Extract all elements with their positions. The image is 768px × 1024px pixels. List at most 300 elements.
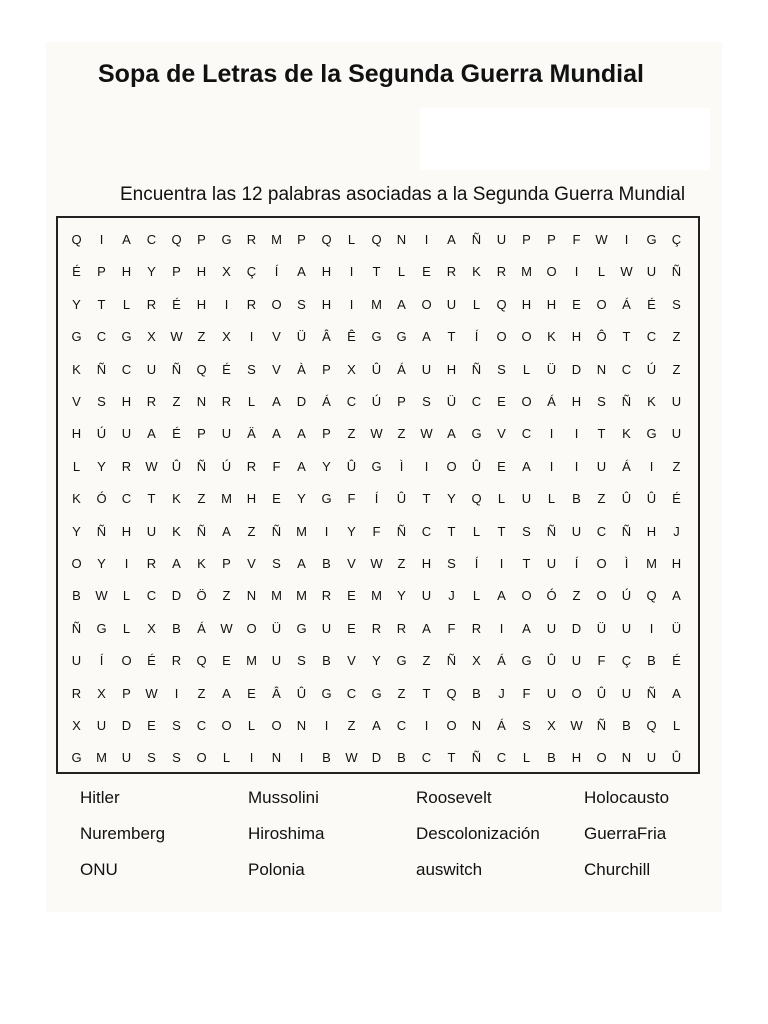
grid-letter: W bbox=[370, 426, 383, 442]
grid-letter: Ê bbox=[347, 329, 356, 345]
grid-letter: A bbox=[272, 394, 281, 409]
grid-letter: R bbox=[471, 620, 482, 636]
grid-letter: S bbox=[97, 394, 106, 409]
grid-letter: Q bbox=[371, 232, 382, 247]
grid-letter: N bbox=[271, 750, 282, 766]
grid-letter: U bbox=[96, 718, 107, 733]
grid-letter: U bbox=[621, 685, 632, 701]
grid-row bbox=[62, 289, 698, 321]
grid-letter: T bbox=[597, 426, 606, 442]
grid-letter: V bbox=[272, 361, 281, 377]
grid-letter: T bbox=[447, 750, 456, 766]
grid-letter: O bbox=[446, 458, 457, 474]
grid-letter: D bbox=[371, 750, 382, 766]
grid-letter: V bbox=[347, 556, 356, 571]
grid-letter: F bbox=[372, 523, 381, 539]
grid-letter: E bbox=[272, 491, 281, 507]
grid-letter: I bbox=[574, 458, 579, 474]
grid-letter: U bbox=[221, 426, 232, 442]
grid-letter: Y bbox=[72, 296, 81, 312]
grid-letter: A bbox=[522, 458, 531, 474]
grid-letter: U bbox=[571, 523, 582, 539]
grid-letter: N bbox=[396, 232, 407, 247]
grid-letter: O bbox=[196, 750, 207, 766]
grid-letter: U bbox=[646, 750, 657, 766]
grid-letter: A bbox=[672, 685, 681, 701]
grid-letter: U bbox=[446, 296, 457, 312]
word-list-item: Holocausto bbox=[584, 788, 670, 807]
grid-letter: D bbox=[296, 394, 307, 409]
grid-letter: S bbox=[447, 556, 456, 571]
grid-letter: Í bbox=[474, 329, 479, 345]
grid-letter: Ü bbox=[596, 620, 607, 636]
grid-letter: M bbox=[296, 588, 307, 604]
grid-letter: L bbox=[597, 264, 606, 280]
grid-letter: L bbox=[247, 394, 256, 409]
grid-letter: Z bbox=[197, 491, 206, 507]
grid-letter: N bbox=[621, 750, 632, 766]
grid-letter: Û bbox=[171, 458, 182, 474]
grid-letter: O bbox=[596, 556, 607, 571]
grid-letter: O bbox=[521, 588, 532, 604]
grid-letter: N bbox=[296, 718, 307, 733]
grid-letter: E bbox=[147, 718, 156, 733]
grid-letter: I bbox=[574, 426, 579, 442]
grid-letter: Ì bbox=[399, 458, 404, 474]
grid-letter: Ñ bbox=[471, 232, 482, 247]
grid-letter: Y bbox=[372, 653, 381, 669]
grid-letter: Q bbox=[471, 491, 482, 507]
grid-letter: Ü bbox=[296, 329, 307, 345]
grid-letter: C bbox=[521, 426, 532, 442]
grid-row bbox=[62, 516, 698, 548]
grid-letter: I bbox=[624, 232, 629, 247]
grid-letter: I bbox=[249, 750, 254, 766]
grid-letter: A bbox=[147, 426, 156, 442]
grid-letter: G bbox=[471, 426, 482, 442]
grid-letter: Í bbox=[274, 264, 279, 280]
grid-letter: K bbox=[172, 491, 181, 507]
grid-letter: S bbox=[522, 718, 531, 733]
grid-letter: Z bbox=[397, 426, 406, 442]
grid-letter: G bbox=[296, 620, 307, 636]
grid-letter: B bbox=[547, 750, 556, 766]
grid-letter: C bbox=[146, 232, 157, 247]
grid-letter: W bbox=[95, 588, 108, 604]
grid-letter: Á bbox=[397, 361, 406, 377]
grid-letter: Ñ bbox=[171, 361, 182, 377]
grid-letter: F bbox=[272, 458, 281, 474]
grid-letter: H bbox=[521, 296, 532, 312]
grid-row bbox=[62, 256, 698, 288]
grid-letter: Q bbox=[171, 232, 182, 247]
grid-letter: Ñ bbox=[471, 750, 482, 766]
grid-letter: S bbox=[422, 394, 431, 409]
grid-letter: U bbox=[496, 232, 507, 247]
grid-letter: X bbox=[347, 361, 356, 377]
grid-letter: Í bbox=[99, 653, 104, 669]
grid-letter: U bbox=[121, 426, 132, 442]
grid-letter: X bbox=[147, 329, 156, 345]
grid-letter: S bbox=[297, 653, 306, 669]
grid-letter: R bbox=[146, 296, 157, 312]
grid-letter: K bbox=[197, 556, 206, 571]
grid-letter: M bbox=[221, 491, 232, 507]
grid-letter: R bbox=[446, 264, 457, 280]
grid-letter: P bbox=[397, 394, 406, 409]
grid-letter: É bbox=[147, 653, 156, 669]
grid-letter: P bbox=[297, 232, 306, 247]
page-title: Sopa de Letras de la Segunda Guerra Mundial bbox=[98, 60, 644, 88]
grid-letter: N bbox=[246, 588, 257, 604]
grid-letter: A bbox=[372, 718, 381, 733]
grid-letter: O bbox=[571, 685, 582, 701]
grid-letter: Y bbox=[322, 458, 331, 474]
grid-letter: É bbox=[647, 296, 656, 312]
grid-letter: I bbox=[649, 620, 654, 636]
grid-letter: Ñ bbox=[471, 361, 482, 377]
grid-letter: Z bbox=[222, 588, 231, 604]
grid-letter: L bbox=[472, 523, 481, 539]
grid-letter: G bbox=[321, 685, 332, 701]
grid-letter: T bbox=[372, 264, 381, 280]
grid-letter: Ô bbox=[596, 329, 607, 345]
grid-letter: R bbox=[246, 458, 257, 474]
grid-letter: K bbox=[172, 523, 181, 539]
grid-letter: Z bbox=[422, 653, 431, 669]
grid-letter: Ç bbox=[671, 232, 682, 247]
grid-letter: Ú bbox=[96, 426, 107, 442]
grid-letter: Y bbox=[447, 491, 456, 507]
grid-letter: Q bbox=[646, 718, 657, 733]
grid-letter: I bbox=[499, 620, 504, 636]
grid-letter: Ä bbox=[247, 426, 256, 442]
grid-letter: J bbox=[498, 685, 505, 701]
grid-letter: G bbox=[71, 329, 82, 345]
grid-letter: S bbox=[272, 556, 281, 571]
grid-letter: B bbox=[322, 556, 331, 571]
grid-letter: Z bbox=[672, 458, 681, 474]
grid-letter: N bbox=[196, 394, 207, 409]
grid-letter: L bbox=[122, 296, 131, 312]
grid-letter: I bbox=[249, 329, 254, 345]
grid-letter: C bbox=[621, 361, 632, 377]
word-list-item: ONU bbox=[80, 860, 118, 879]
grid-letter: U bbox=[321, 620, 332, 636]
grid-letter: U bbox=[71, 653, 82, 669]
grid-letter: Ü bbox=[446, 394, 457, 409]
grid-letter: D bbox=[121, 718, 132, 733]
grid-row bbox=[62, 354, 698, 386]
grid-letter: Ñ bbox=[396, 523, 407, 539]
grid-letter: H bbox=[246, 491, 257, 507]
grid-letter: F bbox=[522, 685, 531, 701]
grid-letter: U bbox=[421, 361, 432, 377]
grid-letter: P bbox=[197, 232, 206, 247]
grid-letter: Û bbox=[646, 491, 657, 507]
word-list-item: Hitler bbox=[80, 788, 120, 807]
grid-letter: I bbox=[124, 556, 129, 571]
grid-letter: B bbox=[647, 653, 656, 669]
grid-letter: T bbox=[622, 329, 631, 345]
grid-letter: X bbox=[222, 329, 231, 345]
grid-letter: C bbox=[396, 718, 407, 733]
grid-letter: U bbox=[546, 556, 557, 571]
grid-letter: K bbox=[647, 394, 656, 409]
grid-letter: Q bbox=[446, 685, 457, 701]
grid-letter: S bbox=[597, 394, 606, 409]
grid-letter: H bbox=[671, 556, 682, 571]
grid-letter: Û bbox=[346, 458, 357, 474]
grid-letter: U bbox=[596, 458, 607, 474]
grid-letter: G bbox=[221, 232, 232, 247]
grid-letter: H bbox=[421, 556, 432, 571]
grid-letter: A bbox=[497, 588, 506, 604]
grid-letter: E bbox=[497, 458, 506, 474]
grid-row bbox=[62, 742, 698, 774]
grid-letter: G bbox=[521, 653, 532, 669]
grid-letter: R bbox=[246, 232, 257, 247]
grid-letter: Ó bbox=[96, 491, 107, 507]
grid-letter: G bbox=[396, 653, 407, 669]
grid-letter: L bbox=[122, 620, 131, 636]
grid-letter: L bbox=[347, 232, 356, 247]
grid-letter: M bbox=[646, 556, 657, 571]
word-list-item: Descolonización bbox=[416, 824, 540, 843]
grid-letter: H bbox=[571, 750, 582, 766]
grid-letter: P bbox=[547, 232, 556, 247]
grid-letter: G bbox=[646, 232, 657, 247]
grid-letter: T bbox=[447, 329, 456, 345]
grid-letter: V bbox=[272, 329, 281, 345]
grid-letter: A bbox=[272, 426, 281, 442]
letter-grid bbox=[56, 216, 700, 774]
grid-letter: Y bbox=[147, 264, 156, 280]
grid-letter: S bbox=[297, 296, 306, 312]
grid-letter: M bbox=[371, 588, 382, 604]
grid-letter: Û bbox=[671, 750, 682, 766]
grid-letter: H bbox=[196, 296, 207, 312]
grid-letter: S bbox=[172, 750, 181, 766]
grid-letter: H bbox=[646, 523, 657, 539]
grid-letter: C bbox=[96, 329, 107, 345]
grid-row bbox=[62, 548, 698, 580]
grid-letter: Z bbox=[347, 426, 356, 442]
grid-letter: X bbox=[547, 718, 556, 733]
grid-letter: Z bbox=[572, 588, 581, 604]
grid-letter: P bbox=[122, 685, 131, 701]
grid-letter: A bbox=[297, 426, 306, 442]
grid-letter: I bbox=[424, 718, 429, 733]
grid-letter: Ñ bbox=[96, 361, 107, 377]
grid-letter: W bbox=[620, 264, 633, 280]
grid-letter: Û bbox=[396, 491, 407, 507]
grid-letter: C bbox=[596, 523, 607, 539]
grid-letter: L bbox=[472, 296, 481, 312]
grid-letter: O bbox=[521, 394, 532, 409]
grid-letter: A bbox=[672, 588, 681, 604]
grid-letter: B bbox=[322, 653, 331, 669]
grid-letter: R bbox=[146, 394, 157, 409]
grid-letter: A bbox=[222, 523, 231, 539]
grid-letter: Á bbox=[197, 620, 206, 636]
grid-letter: L bbox=[72, 458, 81, 474]
grid-letter: O bbox=[271, 718, 282, 733]
grid-letter: H bbox=[121, 264, 132, 280]
grid-letter: F bbox=[447, 620, 456, 636]
grid-row bbox=[62, 418, 698, 450]
grid-letter: I bbox=[99, 232, 104, 247]
grid-letter: T bbox=[97, 296, 106, 312]
grid-letter: Û bbox=[596, 685, 607, 701]
grid-letter: G bbox=[371, 685, 382, 701]
grid-letter: C bbox=[496, 750, 507, 766]
grid-letter: Û bbox=[621, 491, 632, 507]
grid-letter: P bbox=[172, 264, 181, 280]
grid-letter: Ñ bbox=[546, 523, 557, 539]
grid-letter: R bbox=[121, 458, 132, 474]
grid-letter: F bbox=[347, 491, 356, 507]
grid-letter: J bbox=[673, 523, 680, 539]
grid-letter: Â bbox=[272, 685, 281, 701]
grid-letter: E bbox=[497, 394, 506, 409]
grid-letter: V bbox=[497, 426, 506, 442]
grid-letter: B bbox=[472, 685, 481, 701]
grid-letter: W bbox=[570, 718, 583, 733]
grid-letter: O bbox=[446, 718, 457, 733]
grid-letter: A bbox=[172, 556, 181, 571]
grid-row bbox=[62, 678, 698, 710]
grid-letter: L bbox=[672, 718, 681, 733]
grid-letter: Ü bbox=[671, 620, 682, 636]
grid-letter: U bbox=[571, 653, 582, 669]
grid-letter: Y bbox=[72, 523, 81, 539]
grid-letter: L bbox=[222, 750, 231, 766]
grid-letter: T bbox=[497, 523, 506, 539]
grid-letter: Z bbox=[172, 394, 181, 409]
word-list-item: Hiroshima bbox=[248, 824, 325, 843]
grid-letter: M bbox=[271, 232, 282, 247]
grid-letter: X bbox=[72, 718, 81, 733]
grid-letter: U bbox=[546, 685, 557, 701]
grid-letter: B bbox=[622, 718, 631, 733]
grid-row bbox=[62, 224, 698, 256]
grid-letter: Ñ bbox=[621, 394, 632, 409]
grid-letter: W bbox=[170, 329, 183, 345]
grid-letter: U bbox=[146, 523, 157, 539]
grid-letter: M bbox=[271, 588, 282, 604]
grid-letter: É bbox=[172, 296, 181, 312]
grid-letter: Q bbox=[321, 232, 332, 247]
grid-letter: É bbox=[222, 361, 231, 377]
grid-letter: Ú bbox=[621, 588, 632, 604]
grid-letter: U bbox=[671, 426, 682, 442]
grid-letter: O bbox=[596, 296, 607, 312]
grid-letter: B bbox=[172, 620, 181, 636]
grid-letter: Û bbox=[546, 653, 557, 669]
grid-letter: Y bbox=[347, 523, 356, 539]
grid-letter: F bbox=[572, 232, 581, 247]
grid-letter: I bbox=[349, 264, 354, 280]
grid-letter: E bbox=[572, 296, 581, 312]
grid-letter: Y bbox=[397, 588, 406, 604]
grid-letter: O bbox=[271, 296, 282, 312]
grid-letter: B bbox=[72, 588, 81, 604]
grid-letter: I bbox=[324, 523, 329, 539]
grid-letter: O bbox=[521, 329, 532, 345]
grid-letter: E bbox=[422, 264, 431, 280]
grid-letter: G bbox=[321, 491, 332, 507]
grid-letter: I bbox=[424, 232, 429, 247]
grid-letter: S bbox=[147, 750, 156, 766]
grid-letter: A bbox=[447, 426, 456, 442]
grid-letter: P bbox=[522, 232, 531, 247]
grid-letter: À bbox=[297, 361, 306, 377]
grid-letter: I bbox=[299, 750, 304, 766]
grid-letter: Â bbox=[322, 329, 331, 345]
blank-area bbox=[420, 108, 710, 170]
grid-letter: Á bbox=[497, 718, 506, 733]
grid-letter: B bbox=[322, 750, 331, 766]
grid-letter: Q bbox=[496, 296, 507, 312]
grid-letter: S bbox=[247, 361, 256, 377]
grid-letter: C bbox=[346, 394, 357, 409]
grid-letter: O bbox=[246, 620, 257, 636]
grid-letter: T bbox=[522, 556, 531, 571]
grid-letter: Q bbox=[196, 653, 207, 669]
grid-letter: V bbox=[72, 394, 81, 409]
grid-letter: L bbox=[247, 718, 256, 733]
grid-letter: W bbox=[145, 458, 158, 474]
grid-letter: G bbox=[96, 620, 107, 636]
grid-letter: É bbox=[72, 264, 81, 280]
grid-letter: M bbox=[296, 523, 307, 539]
grid-letter: R bbox=[221, 394, 232, 409]
grid-letter: Û bbox=[296, 685, 307, 701]
grid-letter: O bbox=[596, 750, 607, 766]
grid-letter: U bbox=[671, 394, 682, 409]
grid-letter: H bbox=[571, 329, 582, 345]
grid-letter: É bbox=[172, 426, 181, 442]
grid-letter: Ñ bbox=[646, 685, 657, 701]
grid-letter: E bbox=[247, 685, 256, 701]
grid-letter: W bbox=[145, 685, 158, 701]
grid-letter: P bbox=[97, 264, 106, 280]
grid-letter: Ü bbox=[271, 620, 282, 636]
grid-letter: Ñ bbox=[71, 620, 82, 636]
grid-letter: M bbox=[246, 653, 257, 669]
grid-letter: C bbox=[421, 750, 432, 766]
grid-row bbox=[62, 580, 698, 612]
grid-letter: Ç bbox=[246, 264, 257, 280]
grid-letter: Y bbox=[297, 491, 306, 507]
grid-letter: C bbox=[121, 491, 132, 507]
grid-letter: Á bbox=[497, 653, 506, 669]
grid-row bbox=[62, 483, 698, 515]
grid-letter: K bbox=[472, 264, 481, 280]
grid-letter: I bbox=[649, 458, 654, 474]
grid-letter: U bbox=[546, 620, 557, 636]
grid-letter: Á bbox=[622, 296, 631, 312]
grid-letter: Ì bbox=[624, 556, 629, 571]
grid-letter: J bbox=[448, 588, 455, 604]
grid-letter: Ó bbox=[546, 588, 557, 604]
grid-letter: I bbox=[549, 458, 554, 474]
grid-letter: Y bbox=[97, 556, 106, 571]
grid-letter: Í bbox=[374, 491, 379, 507]
word-list-item: Roosevelt bbox=[416, 788, 492, 807]
grid-letter: Ö bbox=[196, 588, 207, 604]
